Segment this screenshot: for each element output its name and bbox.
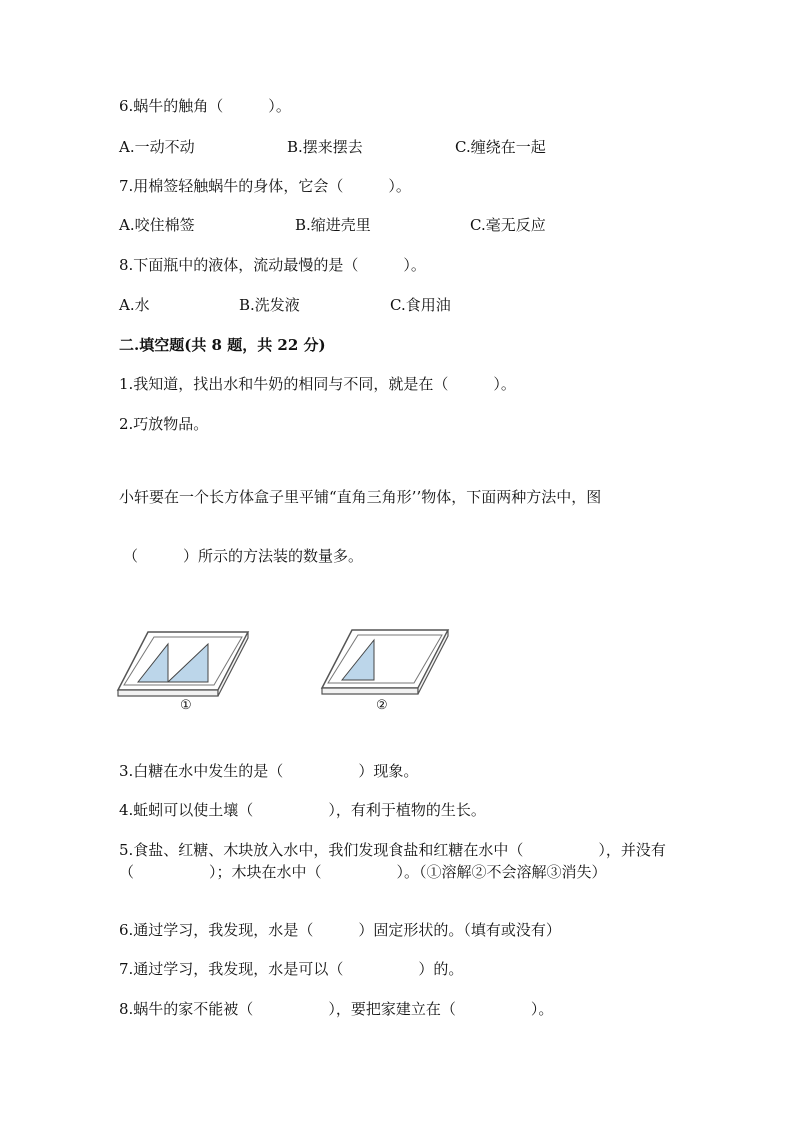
question-6-option-c: C.缠绕在一起 xyxy=(455,138,546,156)
fill-question-7: 7.通过学习，我发现，水是可以（ ）的。 xyxy=(119,960,464,978)
box-1-illustration xyxy=(118,632,248,696)
fill-question-1: 1.我知道，找出水和牛奶的相同与不同，就是在（ ）。 xyxy=(119,375,516,393)
question-7-option-a: A.咬住棉签 xyxy=(119,216,195,234)
question-8-option-a: A.水 xyxy=(119,296,150,314)
question-6-stem: 6.蜗牛的触角（ ）。 xyxy=(119,97,291,115)
question-7-stem: 7.用棉签轻触蜗牛的身体，它会（ ）。 xyxy=(119,177,411,195)
figure-label-1: ① xyxy=(180,698,192,713)
fill-question-2-description: 小轩要在一个长方体盒子里平铺“直角三角形’’物体，下面两种方法中，图 xyxy=(119,488,602,506)
box-2-illustration xyxy=(322,630,448,694)
box-illustrations xyxy=(110,622,470,722)
question-6-option-b: B.摆来摆去 xyxy=(287,138,363,156)
fill-question-3: 3.白糖在水中发生的是（ ）现象。 xyxy=(119,762,419,780)
triangle-box-figure xyxy=(110,622,470,722)
fill-question-6: 6.通过学习，我发现，水是（ ）固定形状的。（填有或没有） xyxy=(119,921,561,939)
question-8-stem: 8.下面瓶中的液体，流动最慢的是（ ）。 xyxy=(119,256,426,274)
question-8-option-c: C.食用油 xyxy=(390,296,451,314)
fill-question-4: 4.蚯蚓可以使土壤（ ），有利于植物的生长。 xyxy=(119,801,486,819)
question-7-option-c: C.毫无反应 xyxy=(470,216,546,234)
section-title: 二.填空题(共 8 题，共 22 分) xyxy=(119,336,326,354)
question-7-option-b: B.缩进壳里 xyxy=(295,216,371,234)
question-8-option-b: B.洗发液 xyxy=(239,296,300,314)
figure-label-2: ② xyxy=(376,698,388,713)
fill-question-2-description-cont: （ ）所示的方法装的数量多。 xyxy=(123,547,364,565)
fill-question-2: 2.巧放物品。 xyxy=(119,415,209,433)
question-6-option-a: A.一动不动 xyxy=(119,138,195,156)
fill-question-5: 5.食盐、红糖、木块放入水中，我们发现食盐和红糖在水中（ ），并没有（ ）；木块在水中（ ）。（①溶解②不会溶解③消失） xyxy=(119,841,666,881)
fill-question-8: 8.蜗牛的家不能被（ ），要把家建立在（ ）。 xyxy=(119,1000,554,1018)
